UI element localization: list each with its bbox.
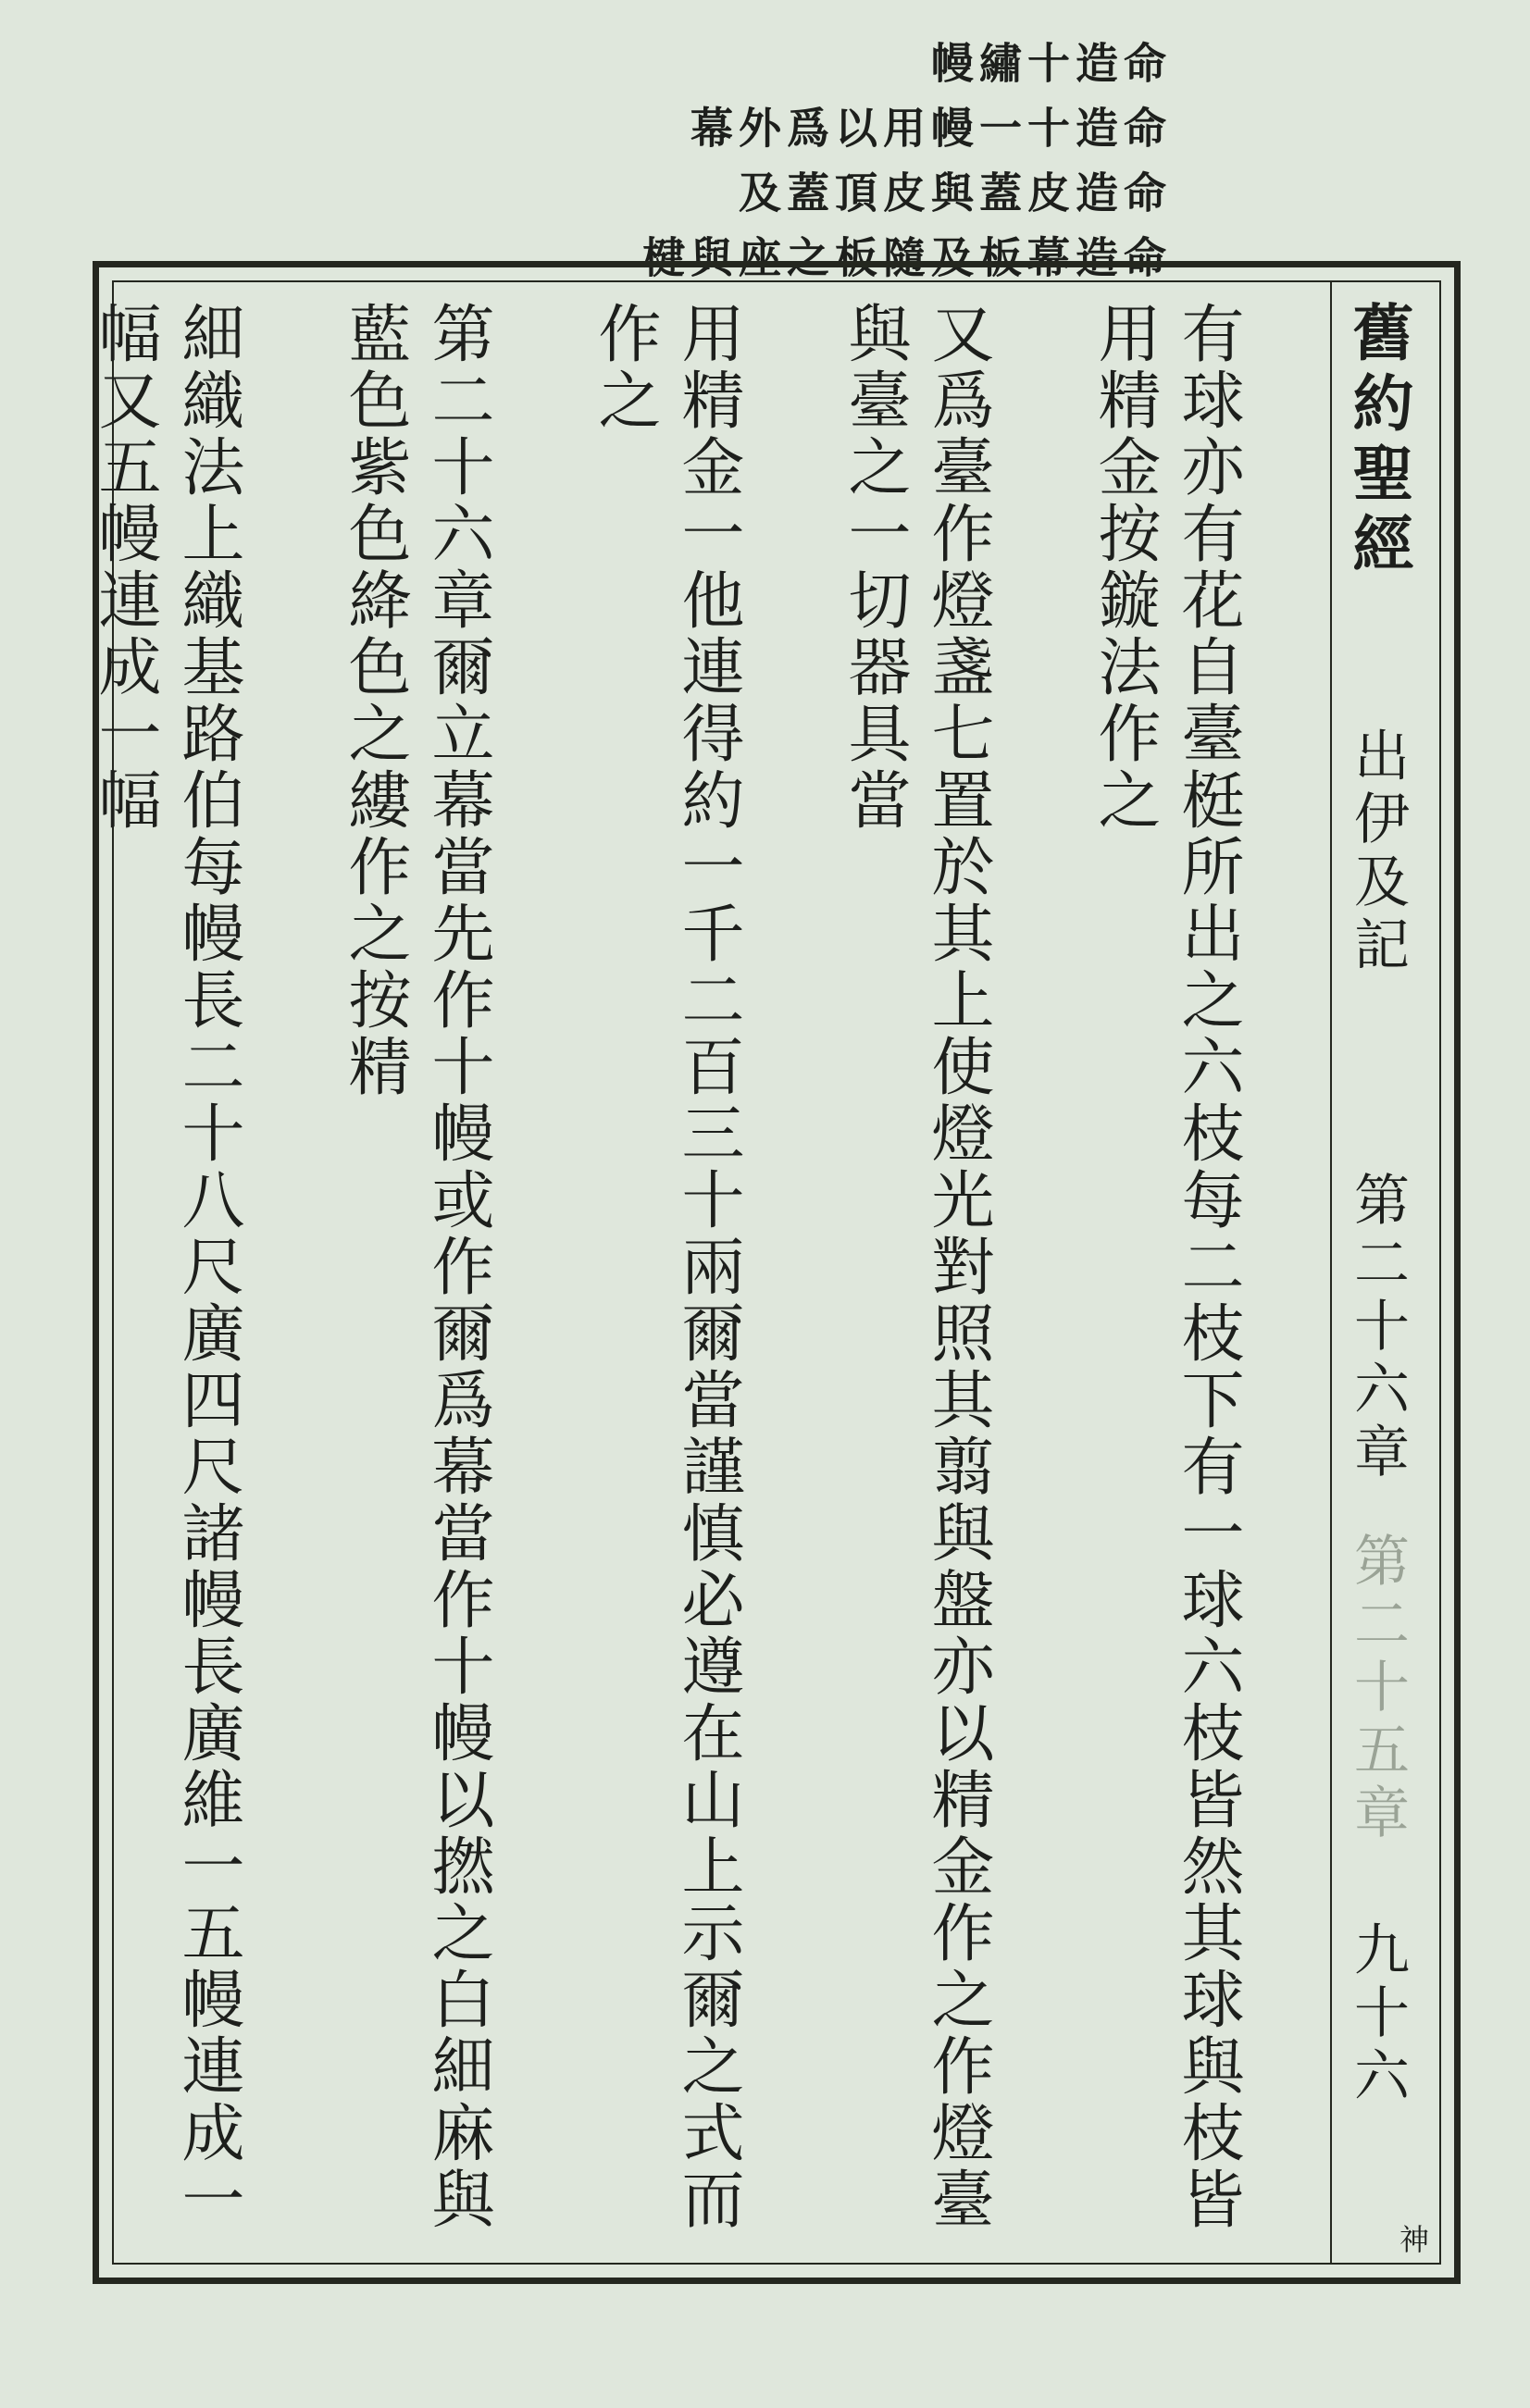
body-text: [88, 301, 1332, 2263]
body-line-4: 第二十六章爾立幕當先作十幔或作爾爲幕當作十幔以撚之白細麻與藍色紫色絳色之縷作之按精: [338, 301, 494, 2233]
margin-note-1: 命造十繡幔: [925, 41, 1167, 89]
bleed-through-text: [37, 37, 89, 250]
section-title: 出伊及記: [1345, 726, 1410, 978]
body-line-1: 有球亦有花自臺梃所出之六枝每二枝下有一球六枝皆然其球與枝皆用精金按鏇法作之: [1088, 301, 1244, 2233]
chapter-previous: 第二十五章: [1345, 1532, 1410, 1846]
chapter-current: 第二十六章: [1345, 1171, 1410, 1485]
body-line-2: 又爲臺作燈盞七置於其上使燈光對照其翦與盤亦以精金作之作燈臺與臺之一切器具當: [838, 301, 994, 2233]
book-title: 舊約聖經: [1342, 301, 1414, 582]
margin-note-4: 命造幕板及 隨板之座與 楗: [636, 235, 1167, 283]
margin-note-2: 命造十一幔 用以爲外幕: [684, 106, 1167, 154]
page-number: 九十六: [1345, 1920, 1410, 2109]
page-frame: [88, 261, 1461, 2284]
printer-stamp: 神: [1395, 2224, 1430, 2253]
body-line-3: 用精金一他連得約一千二百三十兩爾當謹慎必遵在山上示爾之式而作之: [588, 301, 744, 2233]
running-header: [1330, 282, 1439, 2263]
page-inner-frame: [88, 280, 1441, 2265]
body-line-5: 細織法上織基路伯每幔長二十八尺廣四尺諸幔長廣維一五幔連成一幅又五幔連成一幅: [88, 301, 244, 2233]
margin-notes: [361, 41, 1167, 283]
margin-note-3: 命造皮蓋與 皮頂蓋及: [732, 170, 1167, 218]
